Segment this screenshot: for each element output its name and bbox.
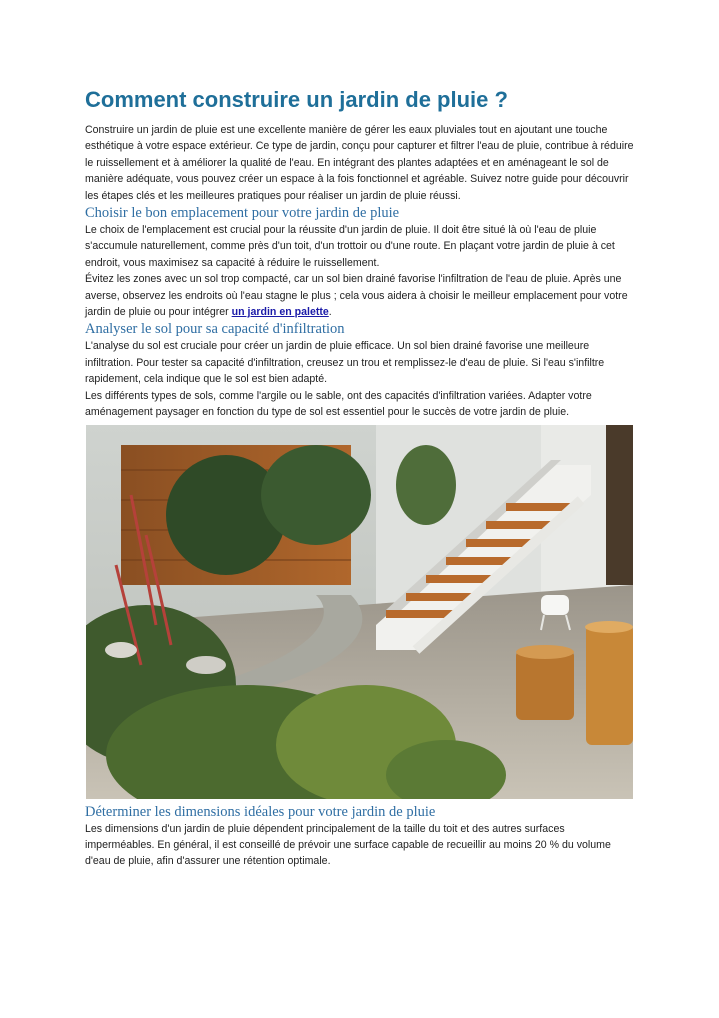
section-heading-emplacement: Choisir le bon emplacement pour votre jardin de pluie [85, 205, 400, 222]
section-sol-paragraph-2: Les différents types de sols, comme l'argile ou le sable, ont des capacités d'infiltration variées. Adapter votre aménagement paysager en fonction du type de sol est essentiel pour le succès de votre jardin de pluie. [85, 389, 592, 419]
page-title: Comment construire un jardin de pluie ? [85, 87, 508, 112]
section-emplacement-paragraph-1: Le choix de l'emplacement est crucial pour la réussite d'un jardin de pluie. Il doit être situé là où l'eau de pluie s'accumule naturellement, comme près d'un toit, d'un trottoir ou d'une route. En plaçant votre jardin de pluie à cet endroit, vous maximisez sa capacité à réduire le ruissellement. [85, 224, 615, 269]
jardin-palette-link[interactable]: un jardin en palette [231, 306, 329, 319]
article [85, 86, 635, 870]
section-dimensions-paragraph-1: Les dimensions d'un jardin de pluie dépendent principalement de la taille du toit et des autres surfaces imperméables. En général, il est conseillé de prévoir une surface capable de recueillir au moins 20 % du volume d'eau de pluie, afin d'assurer une rétention optimale. [85, 822, 611, 868]
paragraph-text: Évitez les zones avec un sol trop compacté, car un sol bien drainé favorise l'infiltration de l'eau de pluie. Après une averse, observez les endroits où l'eau stagne le plus ; cela vous aidera à choisir le meilleur emplacement pour votre jardin de pluie ou pour intégrer [85, 273, 628, 319]
section-sol-paragraph-1: L'analyse du sol est cruciale pour créer un jardin de pluie efficace. Un sol bien drainé favorise une meilleure infiltration. Pour tester sa capacité d'infiltration, creusez un trou et remplissez-le d'eau de pluie. Si l'eau s'infiltre rapidement, cela indique que le sol est bien adapté. [85, 340, 605, 386]
section-emplacement-paragraph-2 [85, 271, 635, 320]
intro-paragraph: Construire un jardin de pluie est une excellente manière de gérer les eaux pluviales tout en ajoutant une touche esthétique à votre espace extérieur. Ce type de jardin, conçu pour capturer et filtrer l'eau de pluie, contribue à réduire le ruissellement et à améliorer la qualité de l'eau. En intégrant des plantes adaptées et en aménageant le sol de manière adéquate, vous pouvez créer un espace à la fois fonctionnel et agréable. Suivez notre guide pour découvrir les étapes clés et les meilleures pratiques pour réaliser un jardin de pluie réussi. [85, 124, 634, 202]
section-heading-dimensions: Déterminer les dimensions idéales pour votre jardin de pluie [85, 803, 436, 820]
garden-photo [86, 425, 633, 799]
section-heading-sol: Analyser le sol pour sa capacité d'infiltration [85, 321, 345, 338]
paragraph-end: . [328, 306, 332, 319]
